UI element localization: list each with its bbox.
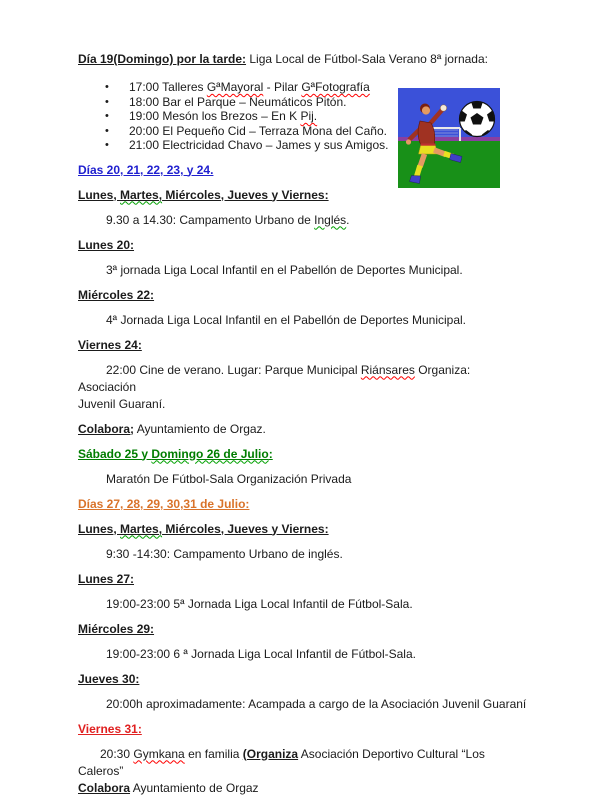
intro-rest: Liga Local de Fútbol-Sala Verano 8ª jornada: [246, 52, 488, 66]
body-jornada-4: 4ª Jornada Liga Local Infantil en el Pabellón de Deportes Municipal. [106, 312, 467, 327]
body-campamento-1: 9.30 a 14.30: Campamento Urbano de Inglés. [106, 212, 350, 227]
colabora-label: Colabora; [78, 421, 135, 436]
body-cine-verano: 22:00 Cine de verano. Lugar: Parque Municipal Riánsares Organiza: Asociación Juvenil Guaraní. [78, 362, 471, 411]
grammarcheck-word: Martes, [120, 187, 163, 202]
heading-jueves-30: Jueves 30: [78, 671, 140, 686]
heading-viernes-31: Viernes 31: [78, 721, 142, 736]
organiza-label: (Organiza [242, 746, 299, 761]
spellcheck-word: Riánsares [360, 362, 415, 377]
spellcheck-word: Gymkana [133, 746, 185, 761]
list-item: • 18:00 Bar el Parque – Neumáticos Pitón. [105, 95, 516, 110]
body-jornada-5: 19:00-23:00 5ª Jornada Liga Local Infantil de Fútbol-Sala. [106, 596, 413, 611]
list-item: • 19:00 Mesón los Brezos – En K Pij. [105, 109, 516, 124]
heading-sabado-25-domingo-26: Sábado 25 y Domingo 26 de Julio: [78, 446, 273, 461]
body-jornada-6: 19:00-23:00 6 ª Jornada Liga Local Infantil de Fútbol-Sala. [106, 646, 416, 661]
body-jornada-3: 3ª jornada Liga Local Infantil en el Pabellón de Deportes Municipal. [106, 262, 463, 277]
heading-weekdays-2: Lunes, Martes, Miércoles, Jueves y Viernes: [78, 521, 329, 536]
heading-viernes-24: Viernes 24: [78, 337, 142, 352]
list-item: • 17:00 Talleres GªMayoral - Pilar GªFotografía [105, 80, 516, 95]
heading-dias-20-24: Días 20, 21, 22, 23, y 24. [78, 162, 214, 177]
heading-miercoles-22: Miércoles 22: [78, 287, 155, 302]
heading-weekdays-1: Lunes, Martes, Miércoles, Jueves y Viernes: [78, 187, 329, 202]
heading-lunes-20: Lunes 20: [78, 237, 135, 252]
spellcheck-word: GªFotografía [301, 80, 370, 94]
grammarcheck-word: Martes, [120, 521, 163, 536]
colabora-label-2: Colabora [78, 780, 131, 795]
heading-miercoles-29: Miércoles 29: [78, 621, 155, 636]
list-item: • 21:00 Electricidad Chavo – James y sus Amigos. [105, 138, 516, 153]
spellcheck-word: GªMayoral [206, 80, 264, 94]
intro-date-label: Día 19(Domingo) por la tarde: [78, 52, 247, 66]
grammarcheck-phrase: Domingo 26 de Julio [151, 446, 269, 461]
body-acampada: 20:00h aproximadamente: Acampada a cargo de la Asociación Juvenil Guaraní [106, 696, 527, 711]
soccer-player-clipart [398, 88, 500, 188]
soccer-scene-svg [398, 88, 500, 188]
heading-dias-27-31: Días 27, 28, 29, 30,31 de Julio: [78, 496, 250, 511]
body-gymkana: 20:30 Gymkana en familia (Organiza Asociación Deportivo Cultural “Los Caleros” Colabora Ayuntamiento de Orgaz [78, 746, 485, 795]
body-campamento-2: 9:30 -14:30: Campamento Urbano de inglés. [106, 546, 343, 561]
spellcheck-word: Pij. [300, 109, 318, 123]
body-maraton: Maratón De Fútbol-Sala Organización Privada [106, 471, 352, 486]
intro-line [78, 51, 516, 68]
grammarcheck-word: Inglés [314, 212, 347, 227]
heading-lunes-27: Lunes 27: [78, 571, 135, 586]
body-colabora-1: Colabora; Ayuntamiento de Orgaz. [78, 421, 266, 436]
list-item: • 20:00 El Pequeño Cid – Terraza Mona del Caño. [105, 124, 516, 139]
